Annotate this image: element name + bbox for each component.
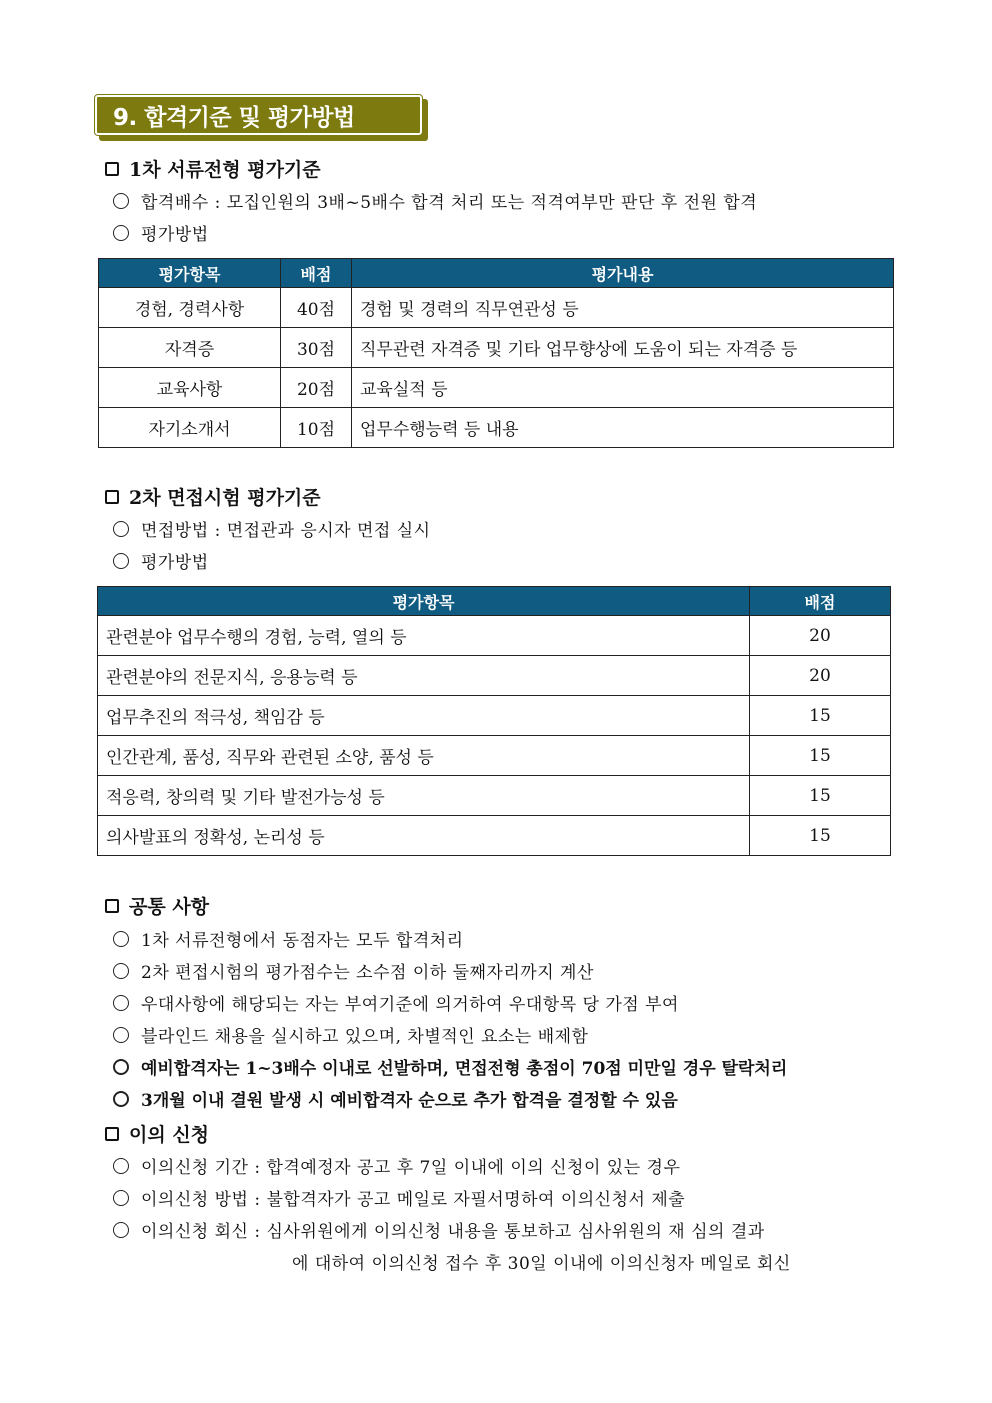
- section3-heading-text: 공통 사항: [129, 896, 210, 918]
- circle-bullet-icon: [113, 1091, 129, 1107]
- bullet-text: 2차 편접시험의 평가점수는 소수점 이하 둘째자리까지 계산: [141, 963, 594, 983]
- bullet-text: 면접방법 : 면접관과 응시자 면접 실시: [141, 521, 431, 541]
- cell-score: 15: [750, 776, 891, 816]
- bullet-text: 이의신청 방법 : 불합격자가 공고 메일로 자필서명하여 이의신청서 제출: [141, 1190, 686, 1210]
- table-row: [98, 776, 891, 816]
- circle-bullet-icon: [113, 521, 129, 537]
- section3-bullet-emphasis: [113, 1054, 787, 1079]
- circle-bullet-icon: [113, 225, 129, 241]
- cell-item: 적응력, 창의력 및 기타 발전가능성 등: [98, 776, 750, 816]
- section1-bullet: [113, 220, 209, 245]
- table-row: [99, 328, 894, 368]
- cell-item: 자기소개서: [99, 408, 281, 448]
- section4-heading: [105, 1120, 209, 1147]
- table-row: [98, 816, 891, 856]
- circle-bullet-icon: [113, 1222, 129, 1238]
- title-box: [95, 95, 422, 135]
- cell-item: 경험, 경력사항: [99, 288, 281, 328]
- square-bullet-icon: [105, 162, 119, 176]
- cell-score: 30점: [281, 328, 352, 368]
- cell-item: 업무추진의 적극성, 책임감 등: [98, 696, 750, 736]
- cell-item: 자격증: [99, 328, 281, 368]
- cell-score: 10점: [281, 408, 352, 448]
- section3-bullet: [113, 1022, 588, 1047]
- cell-content: 경험 및 경력의 직무연관성 등: [352, 288, 894, 328]
- circle-bullet-icon: [113, 1059, 129, 1075]
- bullet-text: 3개월 이내 결원 발생 시 예비합격자 순으로 추가 합격을 결정할 수 있음: [141, 1091, 678, 1111]
- section3-bullet-emphasis: [113, 1086, 678, 1111]
- circle-bullet-icon: [113, 995, 129, 1011]
- bullet-text: 이의신청 기간 : 합격예정자 공고 후 7일 이내에 이의 신청이 있는 경우: [141, 1158, 681, 1178]
- cell-score: 20: [750, 656, 891, 696]
- cell-score: 15: [750, 736, 891, 776]
- table-row: [98, 656, 891, 696]
- interview-table: [97, 586, 891, 856]
- section3-bullet: [113, 990, 679, 1015]
- section4-continuation: 에 대하여 이의신청 접수 후 30일 이내에 이의신청자 메일로 회신: [292, 1254, 791, 1274]
- section-title-banner: [95, 95, 428, 141]
- table-header-row: [99, 259, 894, 288]
- section4-bullet: [113, 1217, 765, 1242]
- section1-heading: [105, 155, 321, 182]
- section2-bullet: [113, 548, 209, 573]
- cell-item: 교육사항: [99, 368, 281, 408]
- cell-item: 관련분야 업무수행의 경험, 능력, 열의 등: [98, 616, 750, 656]
- bullet-text: 예비합격자는 1~3배수 이내로 선발하며, 면접전형 총점이 70점 미만일 경우 탈락처리: [141, 1059, 788, 1079]
- section2-heading: [105, 483, 321, 510]
- square-bullet-icon: [105, 1127, 119, 1141]
- column-header: 배점: [750, 587, 891, 616]
- table-row: [99, 288, 894, 328]
- cell-item: 인간관계, 품성, 직무와 관련된 소양, 품성 등: [98, 736, 750, 776]
- square-bullet-icon: [105, 899, 119, 913]
- bullet-text: 우대사항에 해당되는 자는 부여기준에 의거하여 우대항목 당 가점 부여: [141, 995, 679, 1015]
- circle-bullet-icon: [113, 1190, 129, 1206]
- section1-bullet: [113, 188, 757, 213]
- section2-bullet: [113, 516, 431, 541]
- section4-bullet: [113, 1185, 685, 1210]
- cell-item: 의사발표의 정확성, 논리성 등: [98, 816, 750, 856]
- document-screening-table: [98, 258, 894, 448]
- circle-bullet-icon: [113, 193, 129, 209]
- bullet-text: 합격배수 : 모집인원의 3배~5배수 합격 처리 또는 적격여부만 판단 후 전원 합격: [141, 193, 758, 213]
- cell-score: 15: [750, 816, 891, 856]
- section3-heading: [105, 892, 209, 919]
- bullet-text: 블라인드 채용을 실시하고 있으며, 차별적인 요소는 배제함: [141, 1027, 589, 1047]
- table-row: [99, 368, 894, 408]
- section4-bullet: [113, 1153, 680, 1178]
- cell-score: 20점: [281, 368, 352, 408]
- column-header: 평가항목: [98, 587, 750, 616]
- square-bullet-icon: [105, 490, 119, 504]
- bullet-text: 이의신청 회신 : 심사위원에게 이의신청 내용을 통보하고 심사위원의 재 심의 결과: [141, 1222, 765, 1242]
- bullet-text: 평가방법: [141, 225, 209, 245]
- section2-heading-text: 2차 면접시험 평가기준: [129, 487, 321, 509]
- cell-item: 관련분야의 전문지식, 응용능력 등: [98, 656, 750, 696]
- cell-score: 20: [750, 616, 891, 656]
- circle-bullet-icon: [113, 553, 129, 569]
- circle-bullet-icon: [113, 963, 129, 979]
- column-header: 평가내용: [352, 259, 894, 288]
- section4-heading-text: 이의 신청: [129, 1124, 210, 1146]
- section3-bullet: [113, 958, 594, 983]
- circle-bullet-icon: [113, 1027, 129, 1043]
- circle-bullet-icon: [113, 1158, 129, 1174]
- table-header-row: [98, 587, 891, 616]
- column-header: 배점: [281, 259, 352, 288]
- section3-bullet: [113, 926, 464, 951]
- bullet-text: 1차 서류전형에서 동점자는 모두 합격처리: [141, 931, 464, 951]
- cell-score: 40점: [281, 288, 352, 328]
- section1-heading-text: 1차 서류전형 평가기준: [129, 159, 321, 181]
- circle-bullet-icon: [113, 931, 129, 947]
- table-row: [98, 696, 891, 736]
- cell-content: 교육실적 등: [352, 368, 894, 408]
- cell-score: 15: [750, 696, 891, 736]
- bullet-text: 평가방법: [141, 553, 209, 573]
- table-row: [98, 616, 891, 656]
- table-row: [99, 408, 894, 448]
- cell-content: 직무관련 자격증 및 기타 업무향상에 도움이 되는 자격증 등: [352, 328, 894, 368]
- cell-content: 업무수행능력 등 내용: [352, 408, 894, 448]
- table-row: [98, 736, 891, 776]
- column-header: 평가항목: [99, 259, 281, 288]
- page-title: 9. 합격기준 및 평가방법: [113, 104, 355, 131]
